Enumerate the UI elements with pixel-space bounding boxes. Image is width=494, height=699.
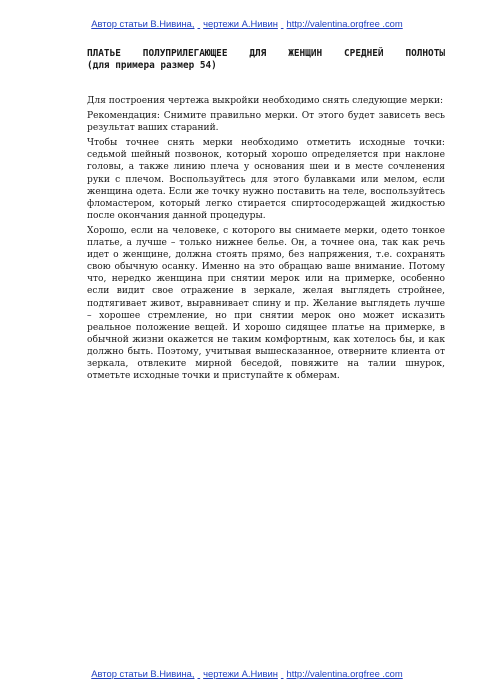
footer-url-link[interactable]: http://valentina.orgfree .com <box>286 668 403 679</box>
paragraph-2: Рекомендация: Снимите правильно мерки. От этого будет зависеть весь результат ваших стараний. <box>87 111 445 134</box>
running-header <box>0 18 494 29</box>
footer-author: Автор статьи В.Нивина, <box>91 668 195 679</box>
header-author: Автор статьи В.Нивина, <box>91 18 195 29</box>
document-title <box>87 48 445 72</box>
running-footer <box>0 668 494 679</box>
title-subtitle: (для примера размер 54) <box>87 60 217 71</box>
footer-drawings: чертежи А.Нивин <box>203 668 278 679</box>
document-body <box>87 95 445 385</box>
paragraph-3: Чтобы точнее снять мерки необходимо отметить исходные точки: седьмой шейный позвонок, который хорошо определяется при наклоне головы, а также линию плеча у основания шеи и в месте сочленения руки с плечом. Воспользуйтесь для этого булавками или мелом, если женщина одета. Если же точку нужно поставить на теле, воспользуйтесь фломастером, который легко стирается спиртосодержащей жидкостью после окончания данной процедуры. <box>87 138 445 221</box>
header-url-link[interactable]: http://valentina.orgfree .com <box>286 18 403 29</box>
title-main: ПЛАТЬЕ ПОЛУПРИЛЕГАЮЩЕЕ ДЛЯ ЖЕНЩИН СРЕДНЕЙ ПОЛНОТЫ <box>87 48 445 59</box>
paragraph-1: Для построения чертежа выкройки необходимо снять следующие мерки: <box>87 96 444 106</box>
paragraph-4: Хорошо, если на человеке, с которого вы снимаете мерки, одето тонкое платье, а лучше – только нижнее белье. Он, а точнее она, так как речь идет о женщине, должна стоять прямо, без напряжения, т.е. сохранять свою обычную осанку. Именно на это обращаю ваше внимание. Потому что, нередко женщина при снятии мерок или на примерке, особенно если видит свое отражение в зеркале, желая выглядеть стройнее, подтягивает живот, выравнивает спину и пр. Желание выглядеть лучше – хорошее стремление, но при снятии мерок оно может исказить реальное положение вещей. И хорошо сидящее платье на примерке, в обычной жизни окажется не таким комфортным, как хотелось бы, и как должно быть. Поэтому, учитывая вышесказанное, отверните клиента от зеркала, отвлеките мирной беседой, повяжите на талии шнурок, отметьте исходные точки и приступайте к обмерам. <box>87 225 445 382</box>
header-drawings: чертежи А.Нивин <box>203 18 278 29</box>
